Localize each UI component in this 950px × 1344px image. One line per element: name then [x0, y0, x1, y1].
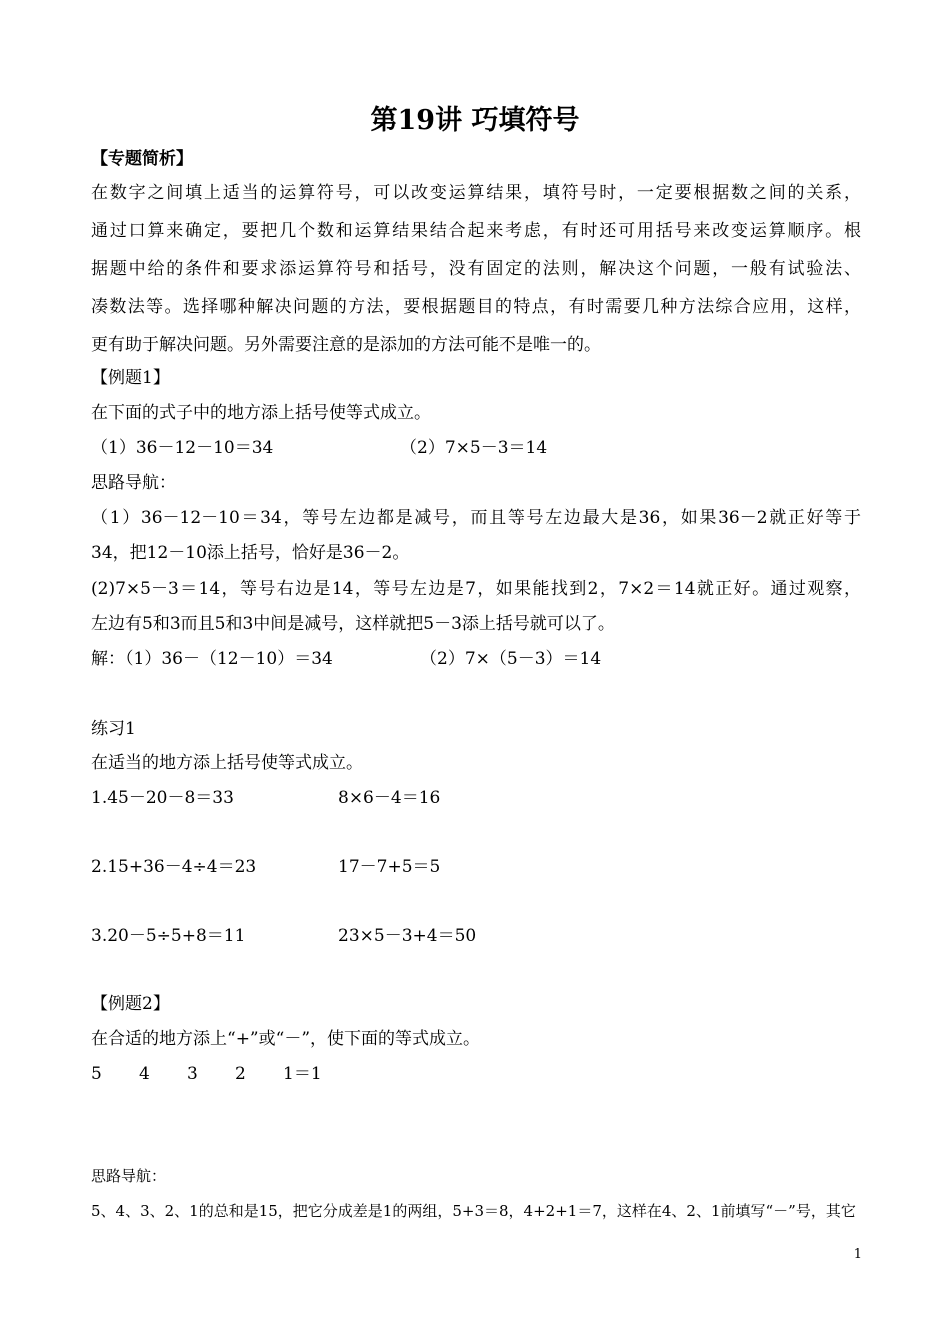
example2-number: 4: [139, 1064, 150, 1084]
practice1-prompt: 在适当的地方添上括号使等式成立。: [91, 753, 363, 773]
practice1-item: 8×6－4＝16: [338, 788, 441, 808]
example1-hint-line: 左边有5和3而且5和3中间是减号，这样就把5－3添上括号就可以了。: [91, 614, 615, 634]
example2-number: 1＝1: [283, 1064, 322, 1084]
example1-answer: [91, 647, 861, 671]
example1-q2: （2）7×5－3＝14: [400, 438, 548, 458]
practice1-item: 23×5－3+4＝50: [338, 926, 477, 946]
example2-number: 5: [91, 1064, 102, 1084]
example2-number: 2: [235, 1064, 246, 1084]
practice1-item: 17－7+5＝5: [338, 857, 441, 877]
example2-hint-line: 5、4、3、2、1的总和是15，把它分成差是1的两组，5+3＝8，4+2+1＝7，这样在4、2、1前填写“－”号，其它: [91, 1202, 856, 1220]
page-number: 1: [853, 1247, 862, 1262]
example1-hint-line: (2)7×5－3＝14，等号右边是14，等号左边是7，如果能找到2，7×2＝14就正好。通过观察，: [91, 579, 861, 599]
intro-line: 通过口算来确定，要把几个数和运算结果结合起来考虑，有时还可用括号来改变运算顺序。根: [91, 221, 861, 241]
practice1-heading: 练习1: [91, 719, 136, 739]
practice1-row: [91, 855, 861, 879]
practice1-item: 2.15+36－4÷4＝23: [91, 857, 257, 877]
example2-hint-label: 思路导航：: [91, 1167, 167, 1185]
intro-line: 在数字之间填上适当的运算符号，可以改变运算结果，填符号时，一定要根据数之间的关系，: [91, 183, 861, 203]
page-title: 第19讲 巧填符号: [370, 105, 580, 136]
example1-prompt: 在下面的式子中的地方添上括号使等式成立。: [91, 403, 431, 423]
intro-line: 凑数法等。选择哪种解决问题的方法，要根据题目的特点，有时需要几种方法综合应用，这样，: [91, 297, 861, 317]
practice1-row: [91, 786, 861, 810]
practice1-row: [91, 924, 861, 948]
example1-answer-b: （2）7×（5－3）＝14: [420, 649, 602, 669]
intro-line: 更有助于解决问题。另外需要注意的是添加的方法可能不是唯一的。: [91, 335, 601, 355]
practice1-item: 1.45－20－8＝33: [91, 788, 234, 808]
example1-questions: [91, 436, 861, 460]
example2-heading: 【例题2】: [91, 994, 170, 1014]
intro-heading: 【专题简析】: [91, 149, 193, 169]
practice1-item: 3.20－5÷5+8＝11: [91, 926, 246, 946]
example1-q1: （1）36－12－10＝34: [91, 438, 274, 458]
example1-hint-line: （1）36－12－10＝34，等号左边都是减号，而且等号左边最大是36，如果36－2就正好等于: [91, 508, 861, 528]
example1-answer-a: 解：（1）36－（12－10）＝34: [91, 649, 333, 669]
example2-prompt: 在合适的地方添上“+”或“－”，使下面的等式成立。: [91, 1029, 481, 1049]
example2-number: 3: [187, 1064, 198, 1084]
example1-hint-line: 34，把12－10添上括号，恰好是36－2。: [91, 543, 410, 563]
intro-line: 据题中给的条件和要求添运算符号和括号，没有固定的法则，解决这个问题，一般有试验法、: [91, 259, 861, 279]
example1-hint-label: 思路导航：: [91, 473, 176, 493]
example1-heading: 【例题1】: [91, 368, 170, 388]
